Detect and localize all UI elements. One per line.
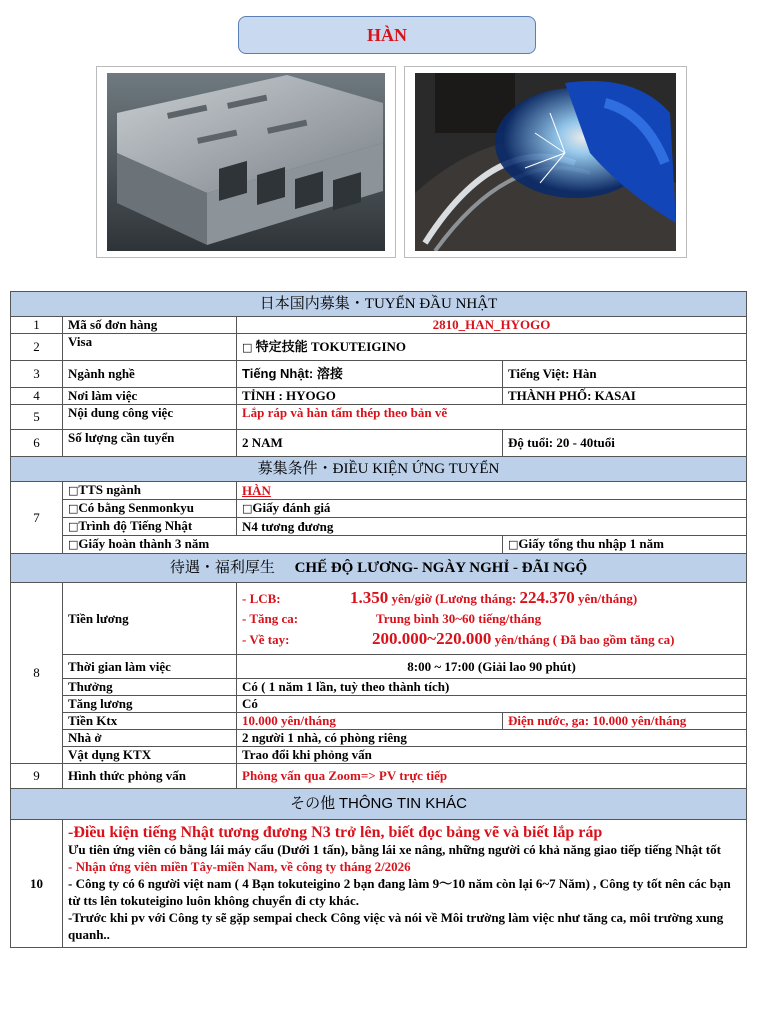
row-number: 1	[11, 317, 63, 334]
lcb-unit: yên/giờ	[391, 590, 432, 606]
checkbox-icon: □	[68, 538, 79, 551]
other-info-cell	[63, 820, 747, 948]
condition-japanese-label: Trình độ Tiếng Nhật	[78, 518, 193, 533]
net-unit: yên/tháng ( Đã bao gồm tăng ca)	[494, 631, 675, 647]
condition-income-label: Giấy tổng thu nhập 1 năm	[518, 536, 664, 551]
condition-tts-value: HÀN	[237, 482, 747, 500]
overtime-value: Trung bình 30~60 tiếng/tháng	[376, 610, 542, 626]
dorm-fee-label: Tiền Ktx	[63, 713, 237, 730]
section-title: 募集条件・ĐIỀU KIỆN ỨNG TUYỂN	[257, 461, 500, 477]
lcb-month-unit: yên/tháng)	[578, 590, 638, 606]
salary-lcb-line	[242, 588, 741, 609]
bonus-value: Có ( 1 năm 1 lần, tuỳ theo thành tích)	[237, 679, 747, 696]
salary-label: Tiền lương	[63, 583, 237, 655]
order-code-label: Mã số đơn hàng	[63, 317, 237, 334]
interview-value: Phỏng vấn qua Zoom=> PV trực tiếp	[237, 764, 747, 789]
visa-value: 特定技能 TOKUTEIGINO	[255, 338, 407, 354]
order-code-value: 2810_HAN_HYOGO	[237, 317, 747, 334]
work-hours-value: 8:00 ~ 17:00 (Giải lao 90 phút)	[237, 655, 747, 679]
other-info-line-2: Ưu tiên ứng viên có bằng lái máy cẩu (Dưới 1 tấn), bằng lái xe nâng, những người có khả năng giao tiếp tiếng Nhật tốt	[68, 842, 721, 857]
checkbox-icon: □	[68, 520, 79, 533]
lcb-month-value: 224.370	[519, 587, 575, 607]
work-hours-label: Thời gian làm việc	[63, 655, 237, 679]
steel-frame-photo	[96, 66, 396, 258]
job-content-label: Nội dung công việc	[63, 405, 237, 430]
lcb-label: - LCB:	[242, 590, 281, 606]
condition-assessment-label: Giấy đánh giá	[252, 500, 331, 515]
job-info-table	[10, 291, 747, 948]
workplace-province: TỈNH : HYOGO	[237, 388, 503, 405]
other-info-line-1: -Điều kiện tiếng Nhật tương đương N3 trở lên, biết đọc bảng vẽ và biết lắp ráp	[68, 824, 603, 841]
dorm-items-label: Vật dụng KTX	[63, 747, 237, 764]
row-number: 2	[11, 334, 63, 361]
row-number: 10	[11, 820, 63, 948]
section-title-jp: その他	[290, 795, 336, 812]
condition-japanese-value: N4 tương đương	[237, 518, 747, 536]
interview-label: Hình thức phỏng vấn	[63, 764, 237, 789]
other-info-line-5: -Trước khi pv với Công ty sẽ gặp sempai check Công việc và nói về Môi trường làm việc như tăng ca, môi trường xung quanh..	[68, 910, 724, 942]
dorm-items-value: Trao đổi khi phỏng vấn	[237, 747, 747, 764]
bonus-label: Thưởng	[63, 679, 237, 696]
workplace-city: THÀNH PHỐ: KASAI	[503, 388, 747, 405]
age-range-value: Độ tuổi: 20 - 40tuổi	[503, 430, 747, 457]
raise-label: Tăng lương	[63, 696, 237, 713]
section-title-jp: 待遇・福利厚生	[169, 559, 275, 576]
occupation-jp: Tiếng Nhật: 溶接	[237, 361, 503, 388]
job-content-value: Lắp ráp và hàn tấm thép theo bản vẽ	[237, 405, 747, 430]
welding-photo	[404, 66, 687, 258]
net-value: 200.000~220.000	[372, 628, 492, 648]
row-number: 9	[11, 764, 63, 789]
housing-value: 2 người 1 nhà, có phòng riêng	[237, 730, 747, 747]
section-title-vn: CHẾ ĐỘ LƯƠNG- NGÀY NGHỈ - ĐÃI NGỘ	[294, 560, 588, 576]
page-title-text: HÀN	[367, 24, 407, 45]
salary-net-line	[242, 629, 741, 650]
quantity-value: 2 NAM	[237, 430, 503, 457]
salary-overtime-line	[242, 609, 741, 629]
quantity-label: Số lượng cần tuyển	[63, 430, 237, 457]
row-number: 6	[11, 430, 63, 457]
occupation-vn: Tiếng Việt: Hàn	[503, 361, 747, 388]
checkbox-icon: □	[68, 502, 79, 515]
condition-3year-label: Giấy hoàn thành 3 năm	[78, 536, 210, 551]
section-title: 日本国内募集・TUYỂN ĐẦU NHẬT	[259, 296, 498, 312]
section-title-vn: THÔNG TIN KHÁC	[338, 795, 467, 812]
section-header-other	[11, 789, 747, 820]
checkbox-icon: □	[508, 538, 519, 551]
net-label: - Về tay:	[242, 631, 290, 647]
row-number: 3	[11, 361, 63, 388]
other-info-line-4: - Công ty có 6 người việt nam ( 4 Bạn tokuteigino 2 bạn đang làm 9～10 năm còn lại 6~7 Năm) , Công ty tốt nên các bạn từ tts lên tokuteigino luôn không chuyển đi cty khác.	[68, 876, 731, 908]
housing-label: Nhà ở	[63, 730, 237, 747]
section-header-recruitment	[11, 292, 747, 317]
checkbox-icon: □	[242, 340, 253, 354]
utilities-value: Điện nước, ga: 10.000 yên/tháng	[503, 713, 747, 730]
row-number: 5	[11, 405, 63, 430]
workplace-label: Nơi làm việc	[63, 388, 237, 405]
visa-label: Visa	[63, 334, 237, 361]
page-title	[238, 16, 536, 54]
checkbox-icon: □	[242, 502, 253, 515]
overtime-label: - Tăng ca:	[242, 610, 299, 626]
checkbox-icon: □	[68, 484, 79, 497]
lcb-month-label: (Lương tháng:	[435, 590, 517, 606]
condition-tts-label: TTS ngành	[78, 482, 141, 497]
section-header-benefits	[11, 554, 747, 583]
row-number: 7	[11, 482, 63, 554]
lcb-value: 1.350	[350, 587, 389, 607]
raise-value: Có	[237, 696, 747, 713]
dorm-fee-value: 10.000 yên/tháng	[237, 713, 503, 730]
other-info-line-3: - Nhận ứng viên miền Tây-miền Nam, về công ty tháng 2/2026	[68, 859, 411, 874]
section-header-conditions	[11, 457, 747, 482]
occupation-label: Ngành nghề	[63, 361, 237, 388]
condition-senmonkyu-label: Có bằng Senmonkyu	[78, 500, 195, 515]
row-number: 8	[11, 583, 63, 764]
row-number: 4	[11, 388, 63, 405]
